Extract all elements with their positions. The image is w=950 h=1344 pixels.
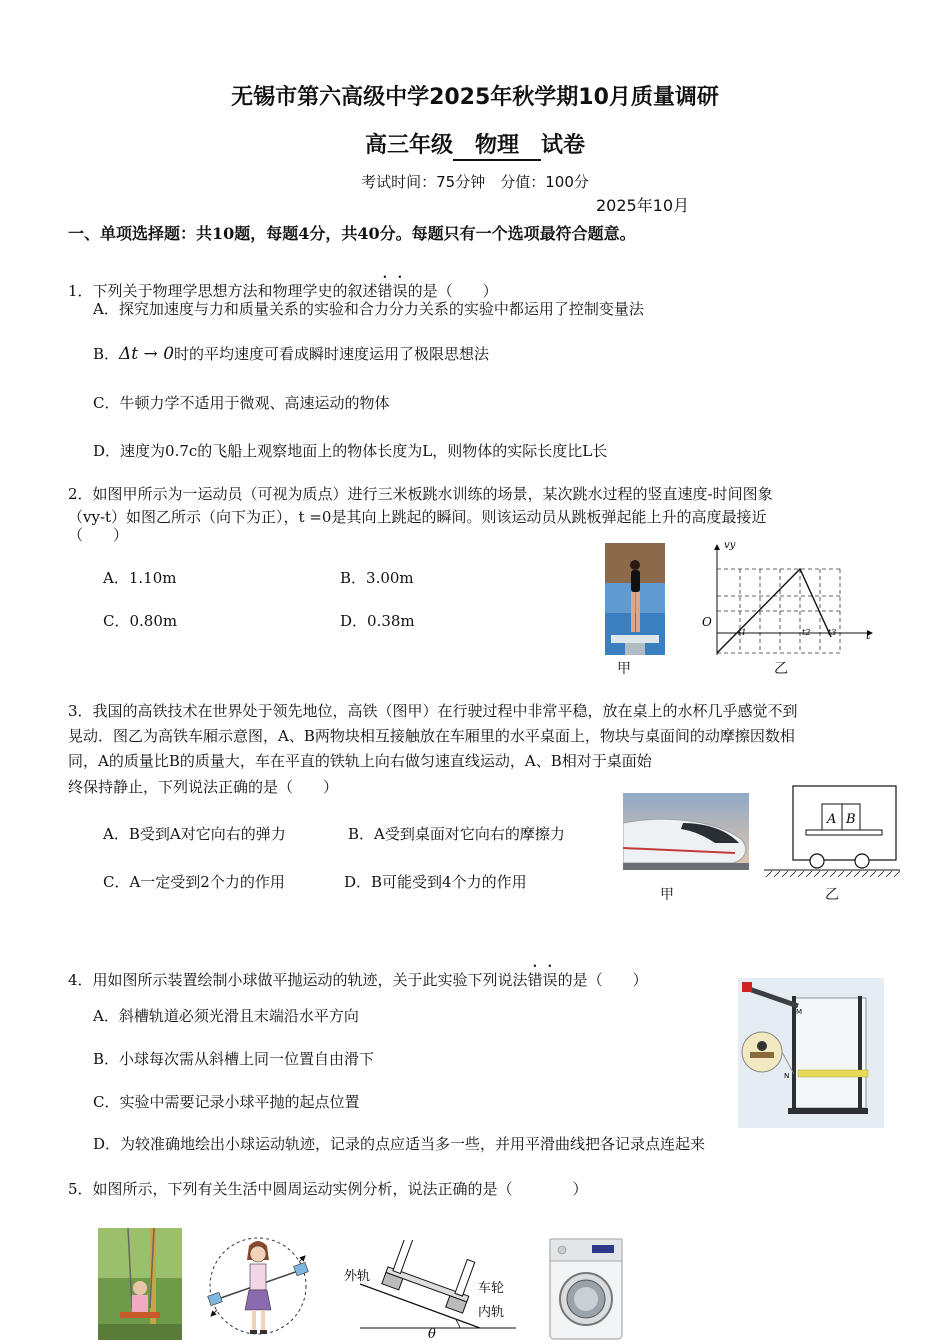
q2-stem-line3: （ ） — [68, 526, 129, 544]
washing-machine — [548, 1237, 624, 1341]
grade-label: 高三年级 — [364, 133, 453, 158]
q4-stem-pre: 4．用如图所示装置绘制小球做平抛运动的轨迹，关于此实验下列说法 — [68, 971, 528, 989]
projectile-apparatus — [738, 978, 884, 1128]
q1-option-c: C．牛顿力学不适用于微观、高速运动的物体 — [93, 394, 390, 412]
theta-label: θ — [428, 1327, 436, 1340]
inner-rail-label: 内轨 — [478, 1305, 505, 1320]
t2-label: t2 — [802, 628, 811, 637]
q1-option-a: A．探究加速度与力和质量关系的实验和合力分力关系的实验中都运用了控制变量法 — [93, 300, 644, 318]
section-heading: 一、单项选择题：共10题，每题4分，共40分。每题只有一个选项最符合题意。 — [68, 224, 636, 243]
q3-stem-line2: 晃动．图乙为高铁车厢示意图，A、B两物块相互接触放在车厢里的水平桌面上，物块与桌面间的动摩擦因数相 — [68, 727, 795, 745]
outer-rail-label: 外轨 — [344, 1269, 371, 1284]
wheel-label: 车轮 — [478, 1281, 505, 1296]
q3-stem-line1: 3．我国的高铁技术在世界处于领先地位，高铁（图甲）在行驶过程中非常平稳，放在桌上的水杯几乎感觉不到 — [68, 702, 798, 720]
t-axis-label: t — [866, 629, 871, 642]
diver-photo — [605, 543, 665, 655]
q1-option-b-text: 时的平均速度可看成瞬时速度运用了极限思想法 — [174, 345, 490, 363]
wheel-left — [810, 854, 824, 868]
q3-option-d: D．B可能受到4个力的作用 — [344, 873, 527, 891]
origin-label: O — [702, 615, 712, 629]
q3-option-c: C．A一定受到2个力的作用 — [103, 873, 285, 891]
q3-figure-a-caption: 甲 — [660, 887, 674, 903]
q4-stem-emphasis: 错误 — [527, 971, 558, 989]
q1-option-b — [93, 343, 489, 364]
q2-stem-line1: 2．如图甲所示为一运动员（可视为质点）进行三米板跳水训练的场景，某次跳水过程的竖直速度-时间图象 — [68, 485, 773, 503]
q2-option-a: A．1.10m — [103, 569, 177, 587]
q4-stem-post: 的是（ ） — [557, 971, 648, 989]
t1-label: t1 — [738, 628, 747, 637]
q2-stem-line2: （vy-t）如图乙所示（向下为正），t =0是其向上跳起的瞬间。则该运动员从跳板弹起能上升的高度最接近 — [68, 508, 767, 526]
q2-option-d: D．0.38m — [340, 612, 415, 630]
q3-option-b: B．A受到桌面对它向右的摩擦力 — [348, 825, 565, 843]
q1-option-d: D．速度为0.7c的飞船上观察地面上的物体长度为L，则物体的实际长度比L长 — [93, 442, 608, 460]
q3-option-a: A．B受到A对它向右的弹力 — [103, 825, 286, 843]
train-photo — [623, 793, 749, 870]
q2-figure-a-caption: 甲 — [617, 661, 631, 677]
swing-photo — [98, 1228, 182, 1340]
q4-option-b: B．小球每次需从斜槽上同一位置自由滑下 — [93, 1050, 375, 1068]
q3-stem-line3: 同，A的质量比B的质量大，车在平直的铁轨上向右做匀速直线运动，A、B相对于桌面始 — [68, 752, 652, 770]
banked-rail-diagram — [340, 1240, 520, 1340]
q3-stem-line4: 终保持静止，下列说法正确的是（ ） — [68, 778, 339, 796]
q1-option-b-math: Δt → 0 — [119, 344, 175, 364]
q1-stem-post: 的是（ ） — [407, 282, 498, 300]
block-b-label: B — [846, 812, 856, 827]
block-a-label: A — [827, 812, 837, 827]
q2-figure-b-caption: 乙 — [774, 661, 788, 677]
q1-stem-emphasis: 错误 — [377, 282, 408, 300]
q1-stem-pre: 1．下列关于物理学思想方法和物理学史的叙述 — [68, 282, 378, 300]
subject-label: 物理 — [453, 128, 541, 161]
label-m: M — [796, 1008, 803, 1016]
paper-subtitle — [0, 128, 950, 161]
vt-graph — [700, 537, 880, 659]
q4-stem — [68, 962, 648, 992]
q5-stem: 5．如图所示，下列有关生活中圆周运动实例分析，说法正确的是（ ） — [68, 1180, 588, 1198]
exam-date: 2025年10月 — [596, 196, 690, 215]
label-n: N — [784, 1072, 790, 1080]
q3-figure-b-caption: 乙 — [825, 887, 839, 903]
girl-rotating-rope — [205, 1232, 311, 1340]
q4-option-c: C．实验中需要记录小球平抛的起点位置 — [93, 1093, 360, 1111]
graph-grid — [717, 569, 840, 653]
q1-option-b-label: B． — [93, 345, 120, 363]
carriage-diagram — [762, 784, 900, 880]
paper-title: 无锡市第六高级中学2025年秋学期10月质量调研 — [231, 85, 719, 110]
q4-option-d: D．为较准确地绘出小球运动轨迹，记录的点应适当多一些，并用平滑曲线把各记录点连起来 — [93, 1135, 706, 1153]
table-top — [806, 830, 882, 835]
paper-label: 试卷 — [541, 133, 586, 158]
exam-meta: 考试时间：75分钟 分值：100分 — [361, 173, 589, 191]
t3-label: t3 — [828, 628, 837, 637]
q4-option-a: A．斜槽轨道必须光滑且末端沿水平方向 — [93, 1007, 359, 1025]
q2-option-b: B．3.00m — [340, 569, 414, 587]
v-axis-label: vy — [724, 540, 736, 551]
wheel-right — [855, 854, 869, 868]
q2-option-c: C．0.80m — [103, 612, 178, 630]
